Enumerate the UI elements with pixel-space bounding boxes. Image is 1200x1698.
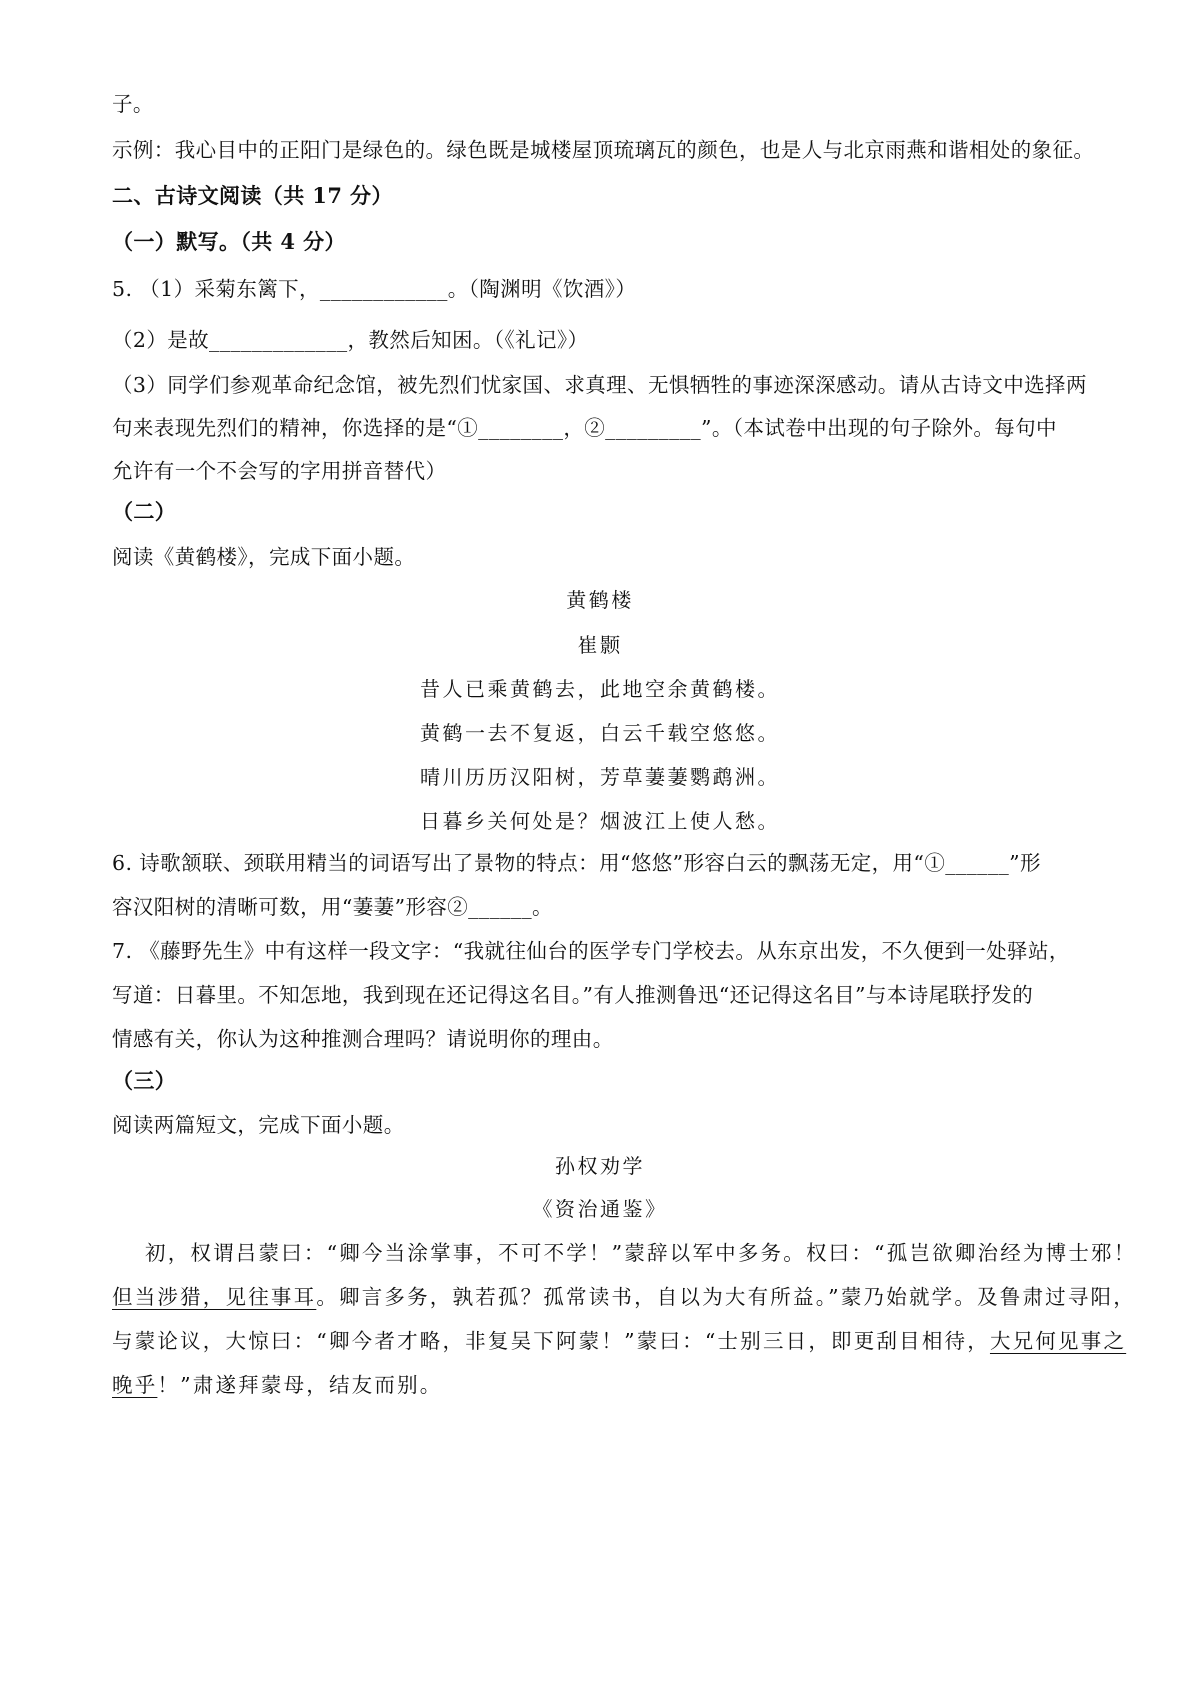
text-line-continuation: 子。 [112, 92, 154, 116]
prose-text: ！”肃遂拜蒙母，结友而别。 [157, 1373, 443, 1397]
question-6: 6. 诗歌颔联、颈联用精当的词语写出了景物的特点：用“悠悠”形容白云的飘荡无定，用“①______”形 [112, 851, 1041, 875]
reading-instruction-prose: 阅读两篇短文，完成下面小题。 [112, 1113, 405, 1137]
prose-source: 《资治通鉴》 [532, 1197, 668, 1221]
poem-line-3: 晴川历历汉阳树，芳草萋萋鹦鹉洲。 [420, 765, 780, 789]
prose-paragraph-line-4 [112, 1370, 443, 1400]
example-answer: 示例：我心目中的正阳门是绿色的。绿色既是城楼屋顶琉璃瓦的颜色，也是人与北京雨燕和谐相处的象征。 [112, 138, 1095, 162]
question-7-line-2: 写道：日暮里。不知怎地，我到现在还记得这名目。”有人推测鲁迅“还记得这名目”与本诗尾联抒发的 [112, 983, 1034, 1007]
question-5-part-3-line-2: 句来表现先烈们的精神，你选择的是“①________，②_________”。（本试卷中出现的句子除外。每句中 [112, 416, 1057, 440]
prose-text: 。卿言多务，孰若孤？孤常读书，自以为大有所益。”蒙乃始就学。及鲁肃过寻阳， [316, 1285, 1136, 1309]
question-7-line-3: 情感有关，你认为这种推测合理吗？请说明你的理由。 [112, 1027, 614, 1051]
prose-paragraph-line-3 [112, 1326, 1126, 1356]
underlined-phrase-2: 大兄何见事之 [989, 1329, 1127, 1353]
subsection-heading-3: （三） [112, 1068, 177, 1093]
poem-author: 崔颢 [577, 633, 623, 657]
question-5-part-2: （2）是故_____________，教然后知困。（《礼记》） [112, 328, 589, 352]
reading-instruction-poem: 阅读《黄鹤楼》，完成下面小题。 [112, 545, 416, 569]
question-6-line-2: 容汉阳树的清晰可数，用“萋萋”形容②______。 [112, 895, 553, 919]
underlined-phrase-1: 但当涉猎，见往事耳 [112, 1285, 317, 1309]
subsection-heading-2: （二） [112, 499, 177, 524]
section-heading-classical-reading: 二、古诗文阅读（共 17 分） [112, 183, 393, 208]
question-5-part-1: 5. （1）采菊东篱下，____________。（陶渊明《饮酒》） [112, 277, 637, 301]
subsection-heading-dictation: （一）默写。（共 4 分） [112, 229, 346, 254]
prose-paragraph-line-2 [112, 1282, 1136, 1312]
question-5-part-3: （3）同学们参观革命纪念馆，被先烈们忧家国、求真理、无惧牺牲的事迹深深感动。请从古诗文中选择两 [112, 373, 1087, 397]
poem-line-2: 黄鹤一去不复返，白云千载空悠悠。 [420, 721, 780, 745]
poem-line-4: 日暮乡关何处是？烟波江上使人愁。 [420, 809, 780, 833]
poem-title: 黄鹤楼 [566, 588, 634, 612]
question-5-part-3-line-3: 允许有一个不会写的字用拼音替代） [112, 459, 447, 483]
prose-paragraph-line-1: 初，权谓吕蒙曰：“卿今当涂掌事，不可不学！”蒙辞以军中多务。权曰：“孤岂欲卿治经为博士邪！ [145, 1241, 1137, 1265]
prose-text: 与蒙论议，大惊曰：“卿今者才略，非复吴下阿蒙！”蒙曰：“士别三日，即更刮目相待， [112, 1329, 990, 1353]
question-7: 7. 《藤野先生》中有这样一段文字：“我就往仙台的医学专门学校去。从东京出发，不久便到一处驿站， [112, 939, 1070, 963]
prose-title: 孙权劝学 [555, 1154, 645, 1178]
underlined-phrase-2-end: 晚乎 [112, 1373, 158, 1397]
poem-line-1: 昔人已乘黄鹤去，此地空余黄鹤楼。 [420, 677, 780, 701]
